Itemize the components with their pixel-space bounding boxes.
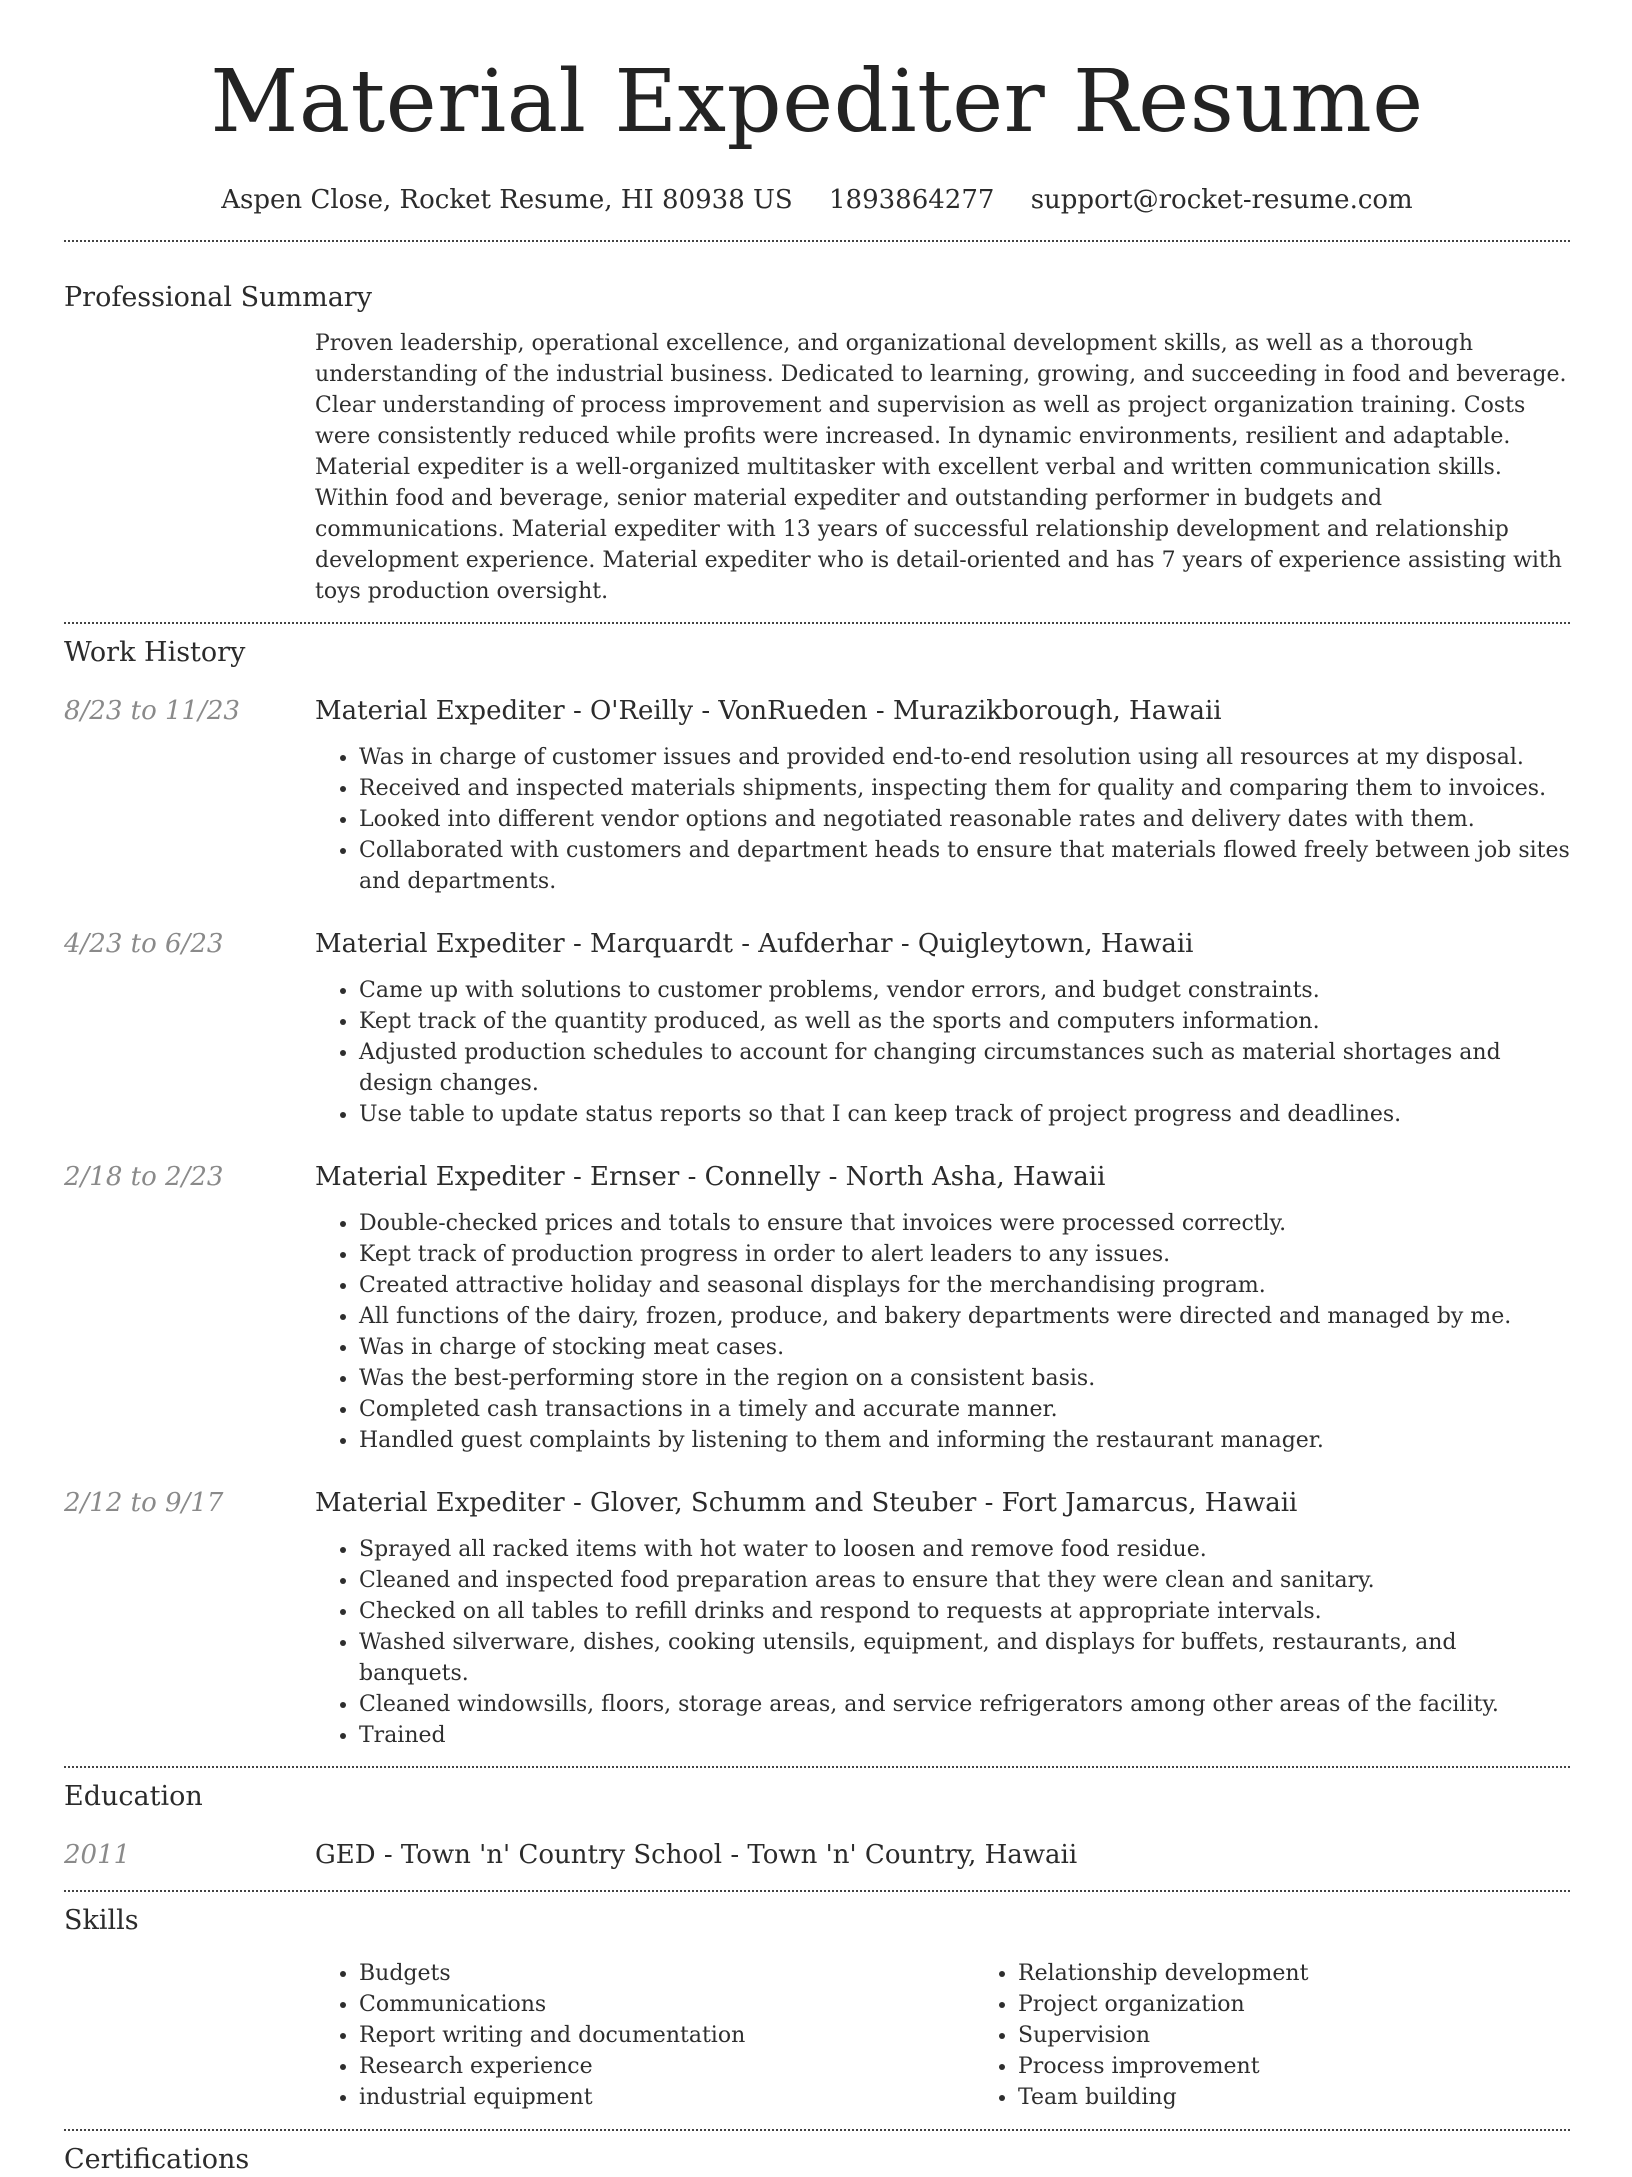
job-content <box>315 1160 1570 1456</box>
divider <box>64 1766 1570 1768</box>
job-title: Material Expediter - O'Reilly - VonRueden - Murazikborough, Hawaii <box>315 696 1222 726</box>
list-item: • Was the best-performing store in the region on a consistent basis. <box>359 1363 1570 1394</box>
list-item: • Washed silverware, dishes, cooking utensils, equipment, and displays for buffets, restaurants, and banquets. <box>359 1627 1570 1689</box>
section-heading-summary: Professional Summary <box>64 282 372 313</box>
list-item: • Was in charge of stocking meat cases. <box>359 1332 1570 1363</box>
list-item: • Communications <box>359 1989 974 2020</box>
summary-row <box>64 328 1570 607</box>
list-item: • Checked on all tables to refill drinks and respond to requests at appropriate intervals. <box>359 1596 1570 1627</box>
divider <box>64 2129 1570 2131</box>
list-item: • Created attractive holiday and seasonal displays for the merchandising program. <box>359 1270 1570 1301</box>
list-item: • Relationship development <box>1018 1958 1632 1989</box>
skills-list-right <box>974 1958 1632 2113</box>
list-item: • Budgets <box>359 1958 974 1989</box>
list-item: • Completed cash transactions in a timely and accurate manner. <box>359 1394 1570 1425</box>
list-item: • Report writing and documentation <box>359 2020 974 2051</box>
job-title: Material Expediter - Marquardt - Aufderhar - Quigleytown, Hawaii <box>315 929 1194 959</box>
education-year: 2011 <box>64 1840 131 1870</box>
resume-title: Material Expediter Resume <box>210 52 1424 152</box>
list-item: • Kept track of the quantity produced, as well as the sports and computers information. <box>359 1006 1570 1037</box>
job-dates: 8/23 to 11/23 <box>64 696 240 726</box>
resume-page <box>64 0 1570 2177</box>
list-item: • Kept track of production progress in order to alert leaders to any issues. <box>359 1239 1570 1270</box>
job-entry <box>64 1160 1570 1456</box>
list-item: • Use table to update status reports so that I can keep track of project progress and deadlines. <box>359 1099 1570 1130</box>
list-item: • Team building <box>1018 2082 1632 2113</box>
job-content <box>315 927 1570 1130</box>
list-item: • Was in charge of customer issues and provided end-to-end resolution using all resources at my disposal. <box>359 742 1570 773</box>
education-entry <box>64 1838 1570 1872</box>
skills-columns <box>315 1958 1632 2113</box>
section-heading-work: Work History <box>64 637 246 668</box>
job-dates: 4/23 to 6/23 <box>64 929 224 959</box>
skills-list-left <box>315 1958 974 2113</box>
list-item: • Came up with solutions to customer problems, vendor errors, and budget constraints. <box>359 975 1570 1006</box>
job-content <box>315 1486 1570 1751</box>
job-title: Material Expediter - Glover, Schumm and Steuber - Fort Jamarcus, Hawaii <box>315 1488 1298 1518</box>
job-content <box>315 694 1570 897</box>
list-item: • Trained <box>359 1720 1570 1751</box>
list-item: • Supervision <box>1018 2020 1632 2051</box>
contact-phone: 1893864277 <box>829 185 995 215</box>
job-entry <box>64 927 1570 1130</box>
divider <box>64 622 1570 624</box>
contact-email: support@rocket-resume.com <box>1030 185 1413 215</box>
contact-address: Aspen Close, Rocket Resume, HI 80938 US <box>221 185 793 215</box>
divider <box>64 1890 1570 1892</box>
job-bullets <box>315 975 1570 1130</box>
list-item: • Cleaned and inspected food preparation areas to ensure that they were clean and sanitary. <box>359 1565 1570 1596</box>
list-item: • Project organization <box>1018 1989 1632 2020</box>
list-item: • Collaborated with customers and department heads to ensure that materials flowed freely between job sites and departments. <box>359 835 1570 897</box>
list-item: • Research experience <box>359 2051 974 2082</box>
section-heading-certifications: Certifications <box>64 2144 250 2175</box>
list-item: • All functions of the dairy, frozen, produce, and bakery departments were directed and managed by me. <box>359 1301 1570 1332</box>
list-item: • Looked into different vendor options and negotiated reasonable rates and delivery dates with them. <box>359 804 1570 835</box>
job-entry <box>64 694 1570 897</box>
job-bullets <box>315 742 1570 897</box>
job-title: Material Expediter - Ernser - Connelly - North Asha, Hawaii <box>315 1162 1106 1192</box>
list-item: • Received and inspected materials shipments, inspecting them for quality and comparing them to invoices. <box>359 773 1570 804</box>
section-heading-education: Education <box>64 1781 203 1812</box>
list-item: • Adjusted production schedules to account for changing circumstances such as material shortages and design changes. <box>359 1037 1570 1099</box>
list-item: • Double-checked prices and totals to ensure that invoices were processed correctly. <box>359 1208 1570 1239</box>
job-dates: 2/12 to 9/17 <box>64 1488 224 1518</box>
list-item: • industrial equipment <box>359 2082 974 2113</box>
divider <box>64 240 1570 242</box>
summary-text: Proven leadership, operational excellence, and organizational development skills, as well as a thorough understanding of the industrial business. Dedicated to learning, growing, and succeeding in food and beverage. Clear understanding of process improvement and supervision as well as project organization training. Costs were consistently reduced while profits were increased. In dynamic environments, resilient and adaptable. Material expediter is a well-organized multitasker with excellent verbal and written communication skills. Within food and beverage, senior material expediter and outstanding performer in budgets and communications. Material expediter with 13 years of successful relationship development and relationship development experience. Material expediter who is detail-oriented and has 7 years of experience assisting with toys production oversight. <box>315 331 1567 604</box>
job-dates: 2/18 to 2/23 <box>64 1162 224 1192</box>
list-item: • Handled guest complaints by listening to them and informing the restaurant manager. <box>359 1425 1570 1456</box>
contact-line <box>64 184 1570 216</box>
job-bullets <box>315 1534 1570 1751</box>
section-heading-skills: Skills <box>64 1905 139 1936</box>
list-item: • Cleaned windowsills, floors, storage areas, and service refrigerators among other areas of the facility. <box>359 1689 1570 1720</box>
list-item: • Sprayed all racked items with hot water to loosen and remove food residue. <box>359 1534 1570 1565</box>
job-entry <box>64 1486 1570 1751</box>
skills-row <box>64 1958 1570 2113</box>
job-bullets <box>315 1208 1570 1456</box>
education-text: GED - Town 'n' Country School - Town 'n' Country, Hawaii <box>315 1840 1078 1870</box>
list-item: • Process improvement <box>1018 2051 1632 2082</box>
